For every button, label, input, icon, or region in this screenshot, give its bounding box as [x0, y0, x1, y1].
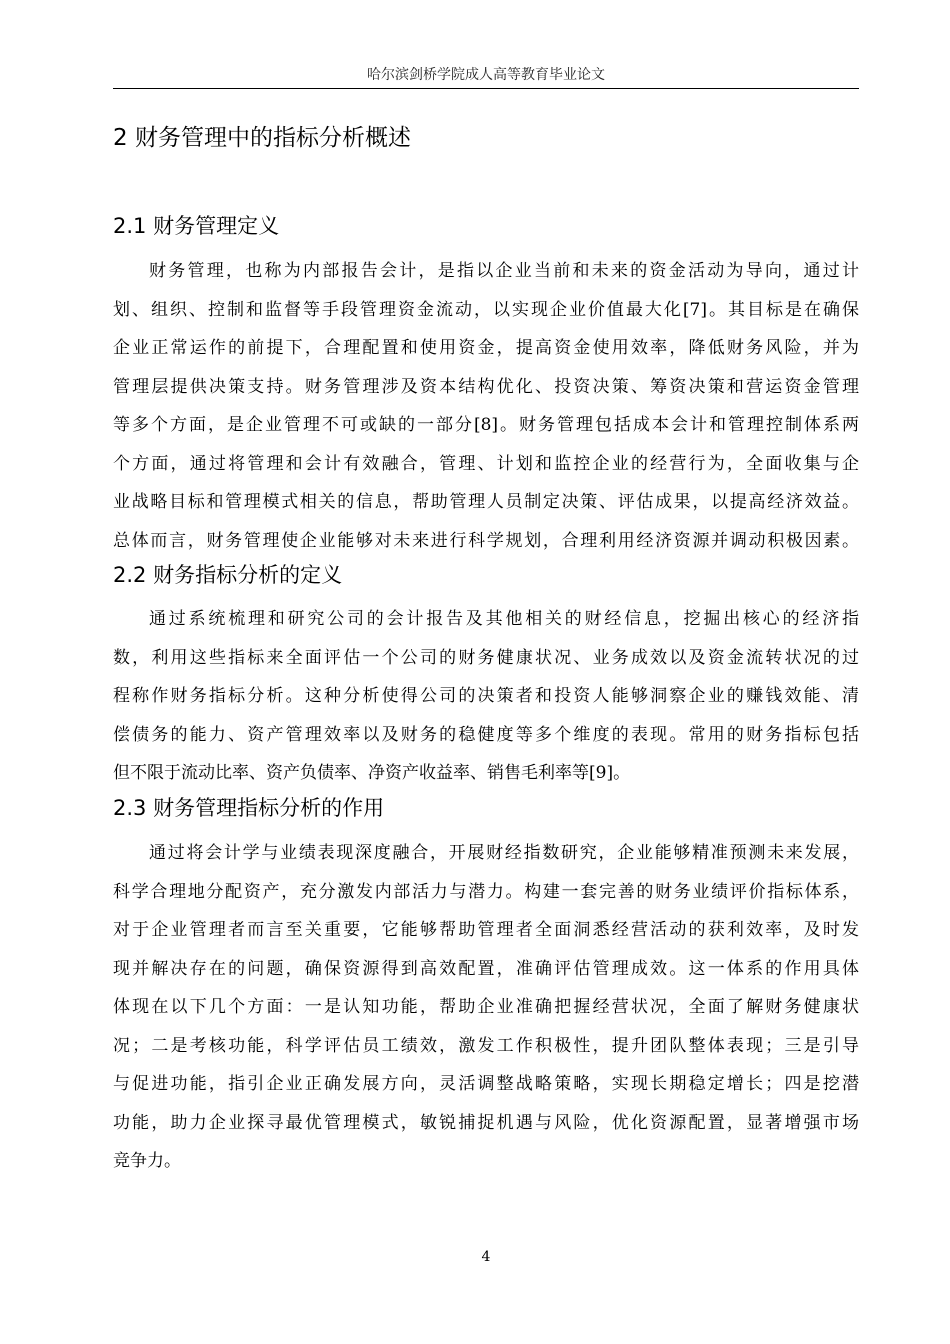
- paragraph-line: 总体而言，财务管理使企业能够对未来进行科学规划，合理利用经济资源并调动积极因素。: [113, 530, 859, 551]
- section-body-2-2: [113, 600, 859, 793]
- paragraph-line: 企业正常运作的前提下，合理配置和使用资金，提高资金使用效率，降低财务风险，并为: [113, 338, 859, 358]
- paragraph-line: 等多个方面，是企业管理不可或缺的一部分[8]。财务管理包括成本会计和管理控制体系两: [113, 415, 859, 435]
- section-heading-2-2: 2.2 财务指标分析的定义: [113, 563, 343, 587]
- paragraph-line: 通过将会计学与业绩表现深度融合，开展财经指数研究，企业能够精准预测未来发展，: [149, 843, 859, 863]
- running-header: 哈尔滨剑桥学院成人高等教育毕业论文: [367, 67, 605, 83]
- paragraph-line: 财务管理，也称为内部报告会计，是指以企业当前和未来的资金活动为导向，通过计: [149, 261, 859, 281]
- paragraph-line: 竞争力。: [113, 1151, 181, 1171]
- paragraph-line: 但不限于流动比率、资产负债率、净资产收益率、销售毛利率等[9]。: [113, 763, 631, 783]
- paragraph-line: 偿债务的能力、资产管理效率以及财务的稳健度等多个维度的表现。常用的财务指标包括: [113, 724, 859, 745]
- paragraph-line: 通过系统梳理和研究公司的会计报告及其他相关的财经信息，挖掘出核心的经济指: [149, 609, 859, 629]
- chapter-title: 2 财务管理中的指标分析概述: [113, 125, 411, 151]
- paragraph-line: 与促进功能，指引企业正确发展方向，灵活调整战略策略，实现长期稳定增长；四是挖潜: [113, 1074, 859, 1094]
- page-number: 4: [481, 1249, 491, 1265]
- section-heading-2-3: 2.3 财务管理指标分析的作用: [113, 796, 385, 820]
- paragraph-line: 现并解决存在的问题，确保资源得到高效配置，准确评估管理成效。这一体系的作用具体: [113, 958, 859, 979]
- paragraph-line: 个方面，通过将管理和会计有效融合，管理、计划和监控企业的经营行为，全面收集与企: [113, 453, 859, 474]
- paragraph-line: 数，利用这些指标来全面评估一个公司的财务健康状况、业务成效以及资金流转状况的过: [113, 647, 859, 668]
- paragraph-line: 程称作财务指标分析。这种分析使得公司的决策者和投资人能够洞察企业的赚钱效能、清: [113, 686, 859, 706]
- paragraph-line: 划、组织、控制和监督等手段管理资金流动，以实现企业价值最大化[7]。其目标是在确保: [113, 299, 859, 320]
- section-body-2-1: [113, 252, 859, 560]
- paragraph-line: 对于企业管理者而言至关重要，它能够帮助管理者全面洞悉经营活动的获利效率，及时发: [113, 920, 859, 940]
- section-body-2-3: [113, 834, 859, 1181]
- header-divider: [113, 88, 859, 89]
- paragraph-line: 科学合理地分配资产，充分激发内部活力与潜力。构建一套完善的财务业绩评价指标体系，: [113, 881, 859, 902]
- paragraph-line: 管理层提供决策支持。财务管理涉及资本结构优化、投资决策、筹资决策和营运资金管理: [113, 376, 859, 397]
- paragraph-line: 体现在以下几个方面：一是认知功能，帮助企业准确把握经营状况，全面了解财务健康状: [113, 997, 859, 1017]
- section-heading-2-1: 2.1 财务管理定义: [113, 214, 280, 238]
- paragraph-line: 业战略目标和管理模式相关的信息，帮助管理人员制定决策、评估成果，以提高经济效益。: [113, 492, 859, 512]
- paragraph-line: 功能，助力企业探寻最优管理模式，敏锐捕捉机遇与风险，优化资源配置，显著增强市场: [113, 1112, 859, 1133]
- paragraph-line: 况；二是考核功能，科学评估员工绩效，激发工作积极性，提升团队整体表现；三是引导: [113, 1035, 859, 1056]
